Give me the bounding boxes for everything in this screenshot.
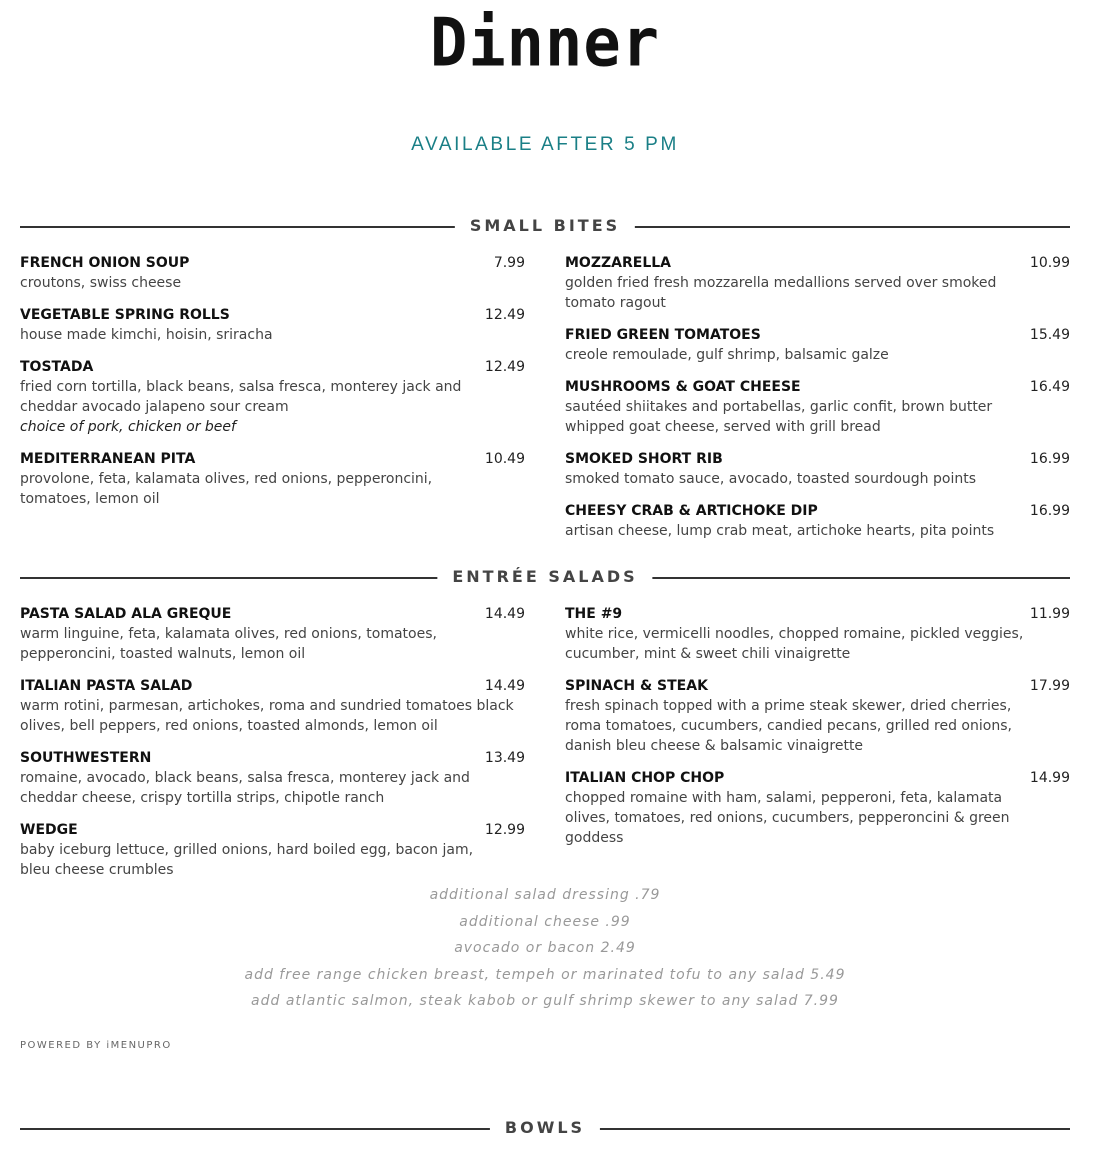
section-header-small-bites [20, 214, 1070, 238]
menu-item-french-onion-soup [20, 253, 525, 293]
item-price: 17.99 [1029, 678, 1070, 694]
item-description: baby iceburg lettuce, grilled onions, hard boiled egg, bacon jam, bleu cheese crumbles [20, 842, 474, 878]
item-name: SPINACH & STEAK [565, 678, 708, 694]
addon-line: add atlantic salmon, steak kabob or gulf shrimp skewer to any salad 7.99 [251, 993, 839, 1010]
item-price: 15.49 [1029, 327, 1070, 343]
item-price: 14.49 [484, 606, 525, 622]
addon-line: additional cheese .99 [459, 913, 631, 930]
item-price: 12.49 [484, 307, 525, 323]
menu-item-tostada [20, 357, 525, 437]
item-name: FRIED GREEN TOMATOES [565, 327, 761, 343]
item-name: SMOKED SHORT RIB [565, 451, 723, 467]
item-name: ITALIAN CHOP CHOP [565, 770, 725, 786]
menu-item-pasta-salad-ala-greque [20, 604, 525, 664]
item-price: 13.49 [484, 750, 525, 766]
item-name: THE #9 [565, 606, 623, 622]
section-title: SMALL BITES [455, 214, 635, 238]
menu-item-fried-green-tomatoes [565, 325, 1070, 365]
addon-line: add free range chicken breast, tempeh or marinated tofu to any salad 5.49 [244, 966, 846, 983]
item-description: warm rotini, parmesan, artichokes, roma and sundried tomatoes black olives, bell peppers, red onions, toasted almonds, lemon oil [20, 698, 514, 734]
menu-subtitle: AVAILABLE AFTER 5 PM [411, 134, 679, 155]
item-price: 16.99 [1029, 451, 1070, 467]
item-price: 10.49 [484, 451, 525, 467]
salad-addons [0, 882, 1090, 1015]
menu-item-mushrooms-goat-cheese [565, 377, 1070, 437]
item-name: CHEESY CRAB & ARTICHOKE DIP [565, 503, 818, 519]
item-name: PASTA SALAD ALA GREQUE [20, 606, 232, 622]
item-price: 12.99 [484, 822, 525, 838]
item-price: 10.99 [1029, 255, 1070, 271]
menu-item-wedge [20, 820, 525, 880]
item-name: MUSHROOMS & GOAT CHEESE [565, 379, 801, 395]
section-header-bowls [20, 1116, 1070, 1140]
item-description: sautéed shiitakes and portabellas, garlic confit, brown butter whipped goat cheese, served with grill bread [565, 399, 993, 435]
section-header-entree-salads [20, 565, 1070, 589]
menu-item-vegetable-spring-rolls [20, 305, 525, 345]
item-name: MOZZARELLA [565, 255, 671, 271]
item-name: SOUTHWESTERN [20, 750, 152, 766]
menu-item-the-9 [565, 604, 1070, 664]
menu-item-smoked-short-rib [565, 449, 1070, 489]
item-price: 7.99 [493, 255, 525, 271]
item-price: 16.99 [1029, 503, 1070, 519]
item-description: provolone, feta, kalamata olives, red onions, pepperoncini, tomatoes, lemon oil [20, 471, 433, 507]
menu-item-spinach-steak [565, 676, 1070, 756]
item-description: artisan cheese, lump crab meat, artichoke hearts, pita points [565, 523, 995, 539]
item-name: FRENCH ONION SOUP [20, 255, 190, 271]
menu-item-mozzarella [565, 253, 1070, 313]
section-title: ENTRÉE SALADS [437, 565, 652, 589]
item-price: 12.49 [484, 359, 525, 375]
addon-line: avocado or bacon 2.49 [454, 940, 636, 957]
item-name: VEGETABLE SPRING ROLLS [20, 307, 230, 323]
item-description: creole remoulade, gulf shrimp, balsamic galze [565, 347, 889, 363]
menu-item-italian-pasta-salad [20, 676, 525, 736]
item-description: fried corn tortilla, black beans, salsa fresca, monterey jack and cheddar avocado jalapeno sour cream [20, 379, 462, 415]
item-name: MEDITERRANEAN PITA [20, 451, 196, 467]
section-title: BOWLS [490, 1116, 600, 1140]
menu-item-southwestern [20, 748, 525, 808]
addon-line: additional salad dressing .79 [429, 887, 661, 903]
item-description: warm linguine, feta, kalamata olives, red onions, tomatoes, pepperoncini, toasted walnuts, lemon oil [20, 626, 437, 662]
item-name: TOSTADA [20, 359, 94, 375]
item-description: golden fried fresh mozzarella medallions served over smoked tomato ragout [565, 275, 997, 311]
menu-item-italian-chop-chop [565, 768, 1070, 848]
item-name: ITALIAN PASTA SALAD [20, 678, 193, 694]
powered-by-link[interactable]: POWERED BY iMENUPRO [20, 1040, 172, 1051]
item-description: white rice, vermicelli noodles, chopped romaine, pickled veggies, cucumber, mint & sweet chili vinaigrette [565, 626, 1024, 662]
item-description: smoked tomato sauce, avocado, toasted sourdough points [565, 471, 976, 487]
item-name: WEDGE [20, 822, 78, 838]
item-description: romaine, avocado, black beans, salsa fresca, monterey jack and cheddar cheese, crispy tortilla strips, chipotle ranch [20, 770, 470, 806]
item-description: house made kimchi, hoisin, sriracha [20, 327, 273, 343]
item-description: croutons, swiss cheese [20, 275, 182, 291]
item-price: 14.99 [1029, 770, 1070, 786]
menu-title: Dinner [430, 3, 660, 82]
item-description: fresh spinach topped with a prime steak skewer, dried cherries, roma tomatoes, cucumbers, candied pecans, grilled red onions, danish bleu cheese & balsamic vinaigrette [565, 698, 1012, 754]
item-price: 11.99 [1029, 606, 1070, 622]
item-note: choice of pork, chicken or beef [20, 419, 236, 435]
menu-item-mediterranean-pita [20, 449, 525, 509]
item-price: 14.49 [484, 678, 525, 694]
item-price: 16.49 [1029, 379, 1070, 395]
menu-item-cheesy-crab-dip [565, 501, 1070, 541]
item-description: chopped romaine with ham, salami, pepperoni, feta, kalamata olives, tomatoes, red onions, cucumbers, pepperoncini & green goddess [565, 790, 1010, 846]
